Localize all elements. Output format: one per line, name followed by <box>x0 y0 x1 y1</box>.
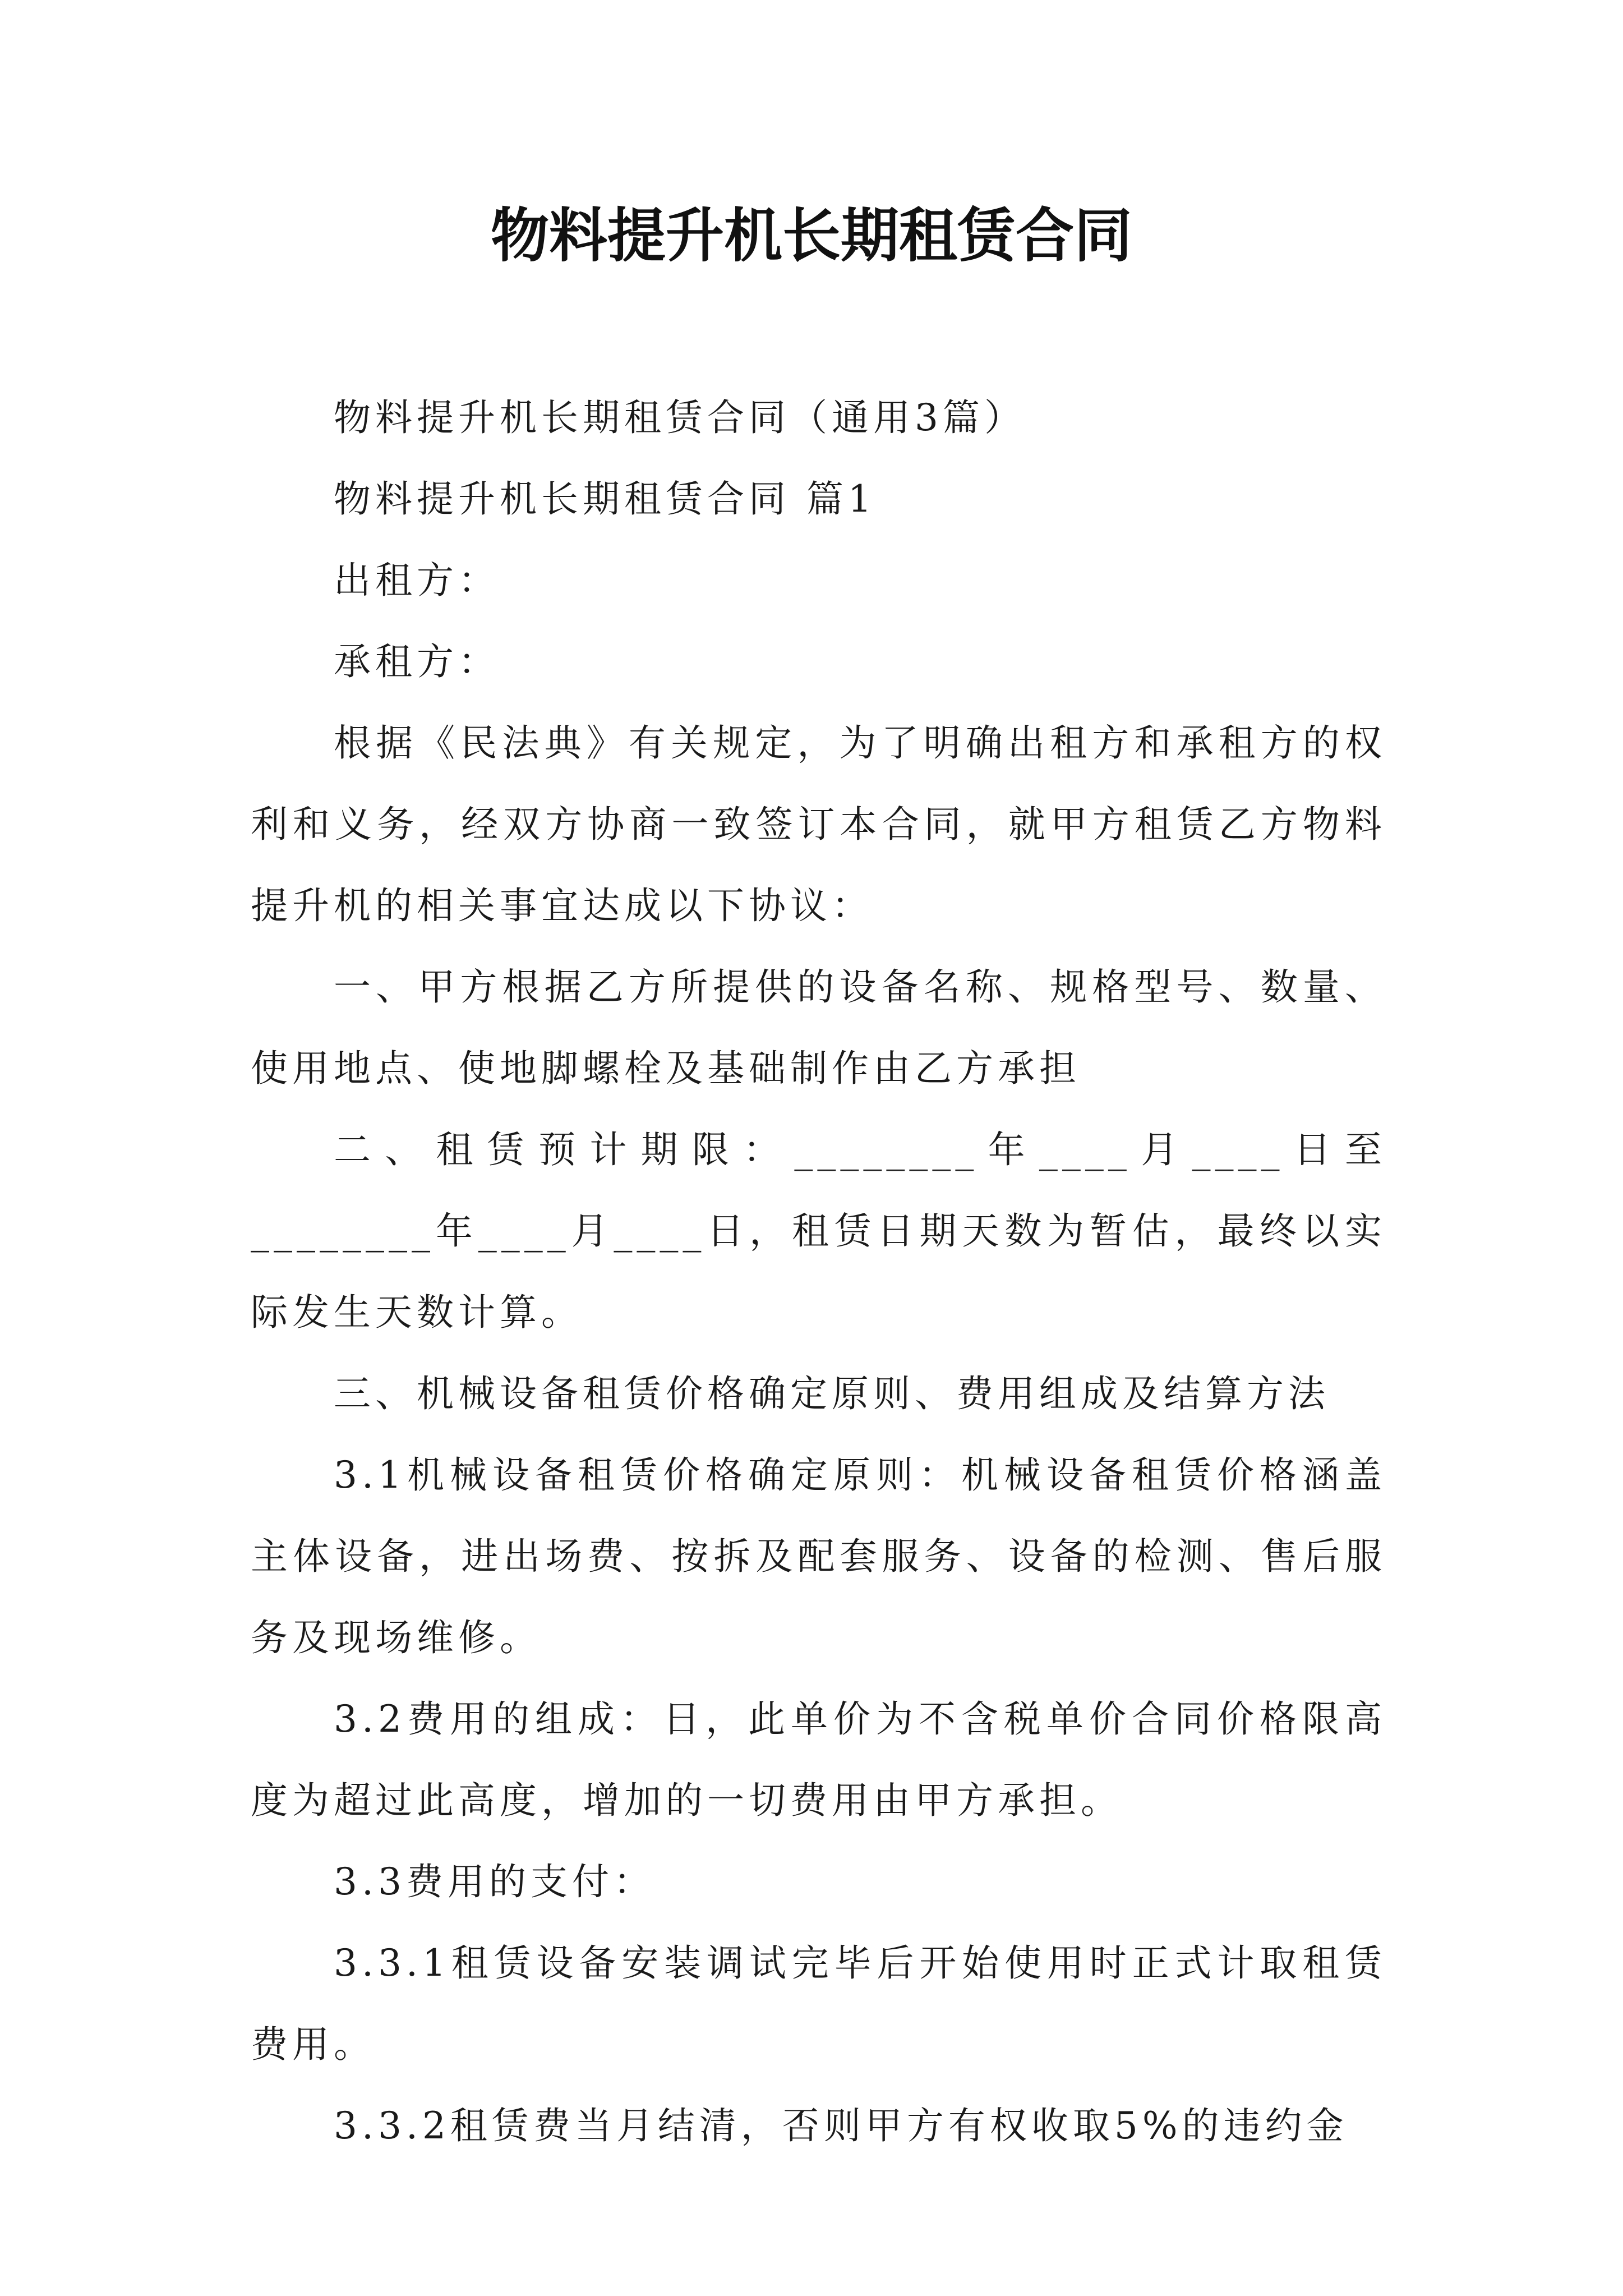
paragraph-clause-2: 二、租赁预计期限：________年____月____日至________年____月____日，租赁日期天数为暂估，最终以实际发生天数计算。 <box>251 1128 1386 1334</box>
paragraph-section-heading: 物料提升机长期租赁合同 篇1 <box>334 477 876 521</box>
document-body <box>251 377 1386 2166</box>
paragraph-clause-3-1: 3.1机械设备租赁价格确定原则：机械设备租赁价格涵盖主体设备，进出场费、按拆及配套服务、设备的检测、售后服务及现场维修。 <box>251 1453 1386 1659</box>
paragraph-clause-1: 一、甲方根据乙方所提供的设备名称、规格型号、数量、使用地点、使地脚螺栓及基础制作由乙方承担 <box>251 965 1386 1090</box>
paragraph-subtitle: 物料提升机长期租赁合同（通用3篇） <box>334 396 1026 439</box>
paragraph-clause-3-2: 3.2费用的组成：日，此单价为不含税单价合同价格限高度为超过此高度，增加的一切费用由甲方承担。 <box>251 1697 1386 1822</box>
paragraph-lessor: 出租方： <box>334 559 500 602</box>
paragraph-clause-3-3-2: 3.3.2租赁费当月结清，否则甲方有权收取5%的违约金 <box>334 2104 1348 2147</box>
paragraph-lessee: 承租方： <box>334 640 500 683</box>
paragraph-clause-3-3-1: 3.3.1租赁设备安装调试完毕后开始使用时正式计取租赁费用。 <box>251 1941 1386 2066</box>
paragraph-preamble: 根据《民法典》有关规定，为了明确出租方和承租方的权利和义务，经双方协商一致签订本合同，就甲方租赁乙方物料提升机的相关事宜达成以下协议： <box>251 721 1386 927</box>
document-title: 物料提升机长期租赁合同 <box>490 201 1132 270</box>
paragraph-clause-3-3: 3.3费用的支付： <box>334 1860 655 1903</box>
paragraph-clause-3: 三、机械设备租赁价格确定原则、费用组成及结算方法 <box>334 1372 1330 1415</box>
